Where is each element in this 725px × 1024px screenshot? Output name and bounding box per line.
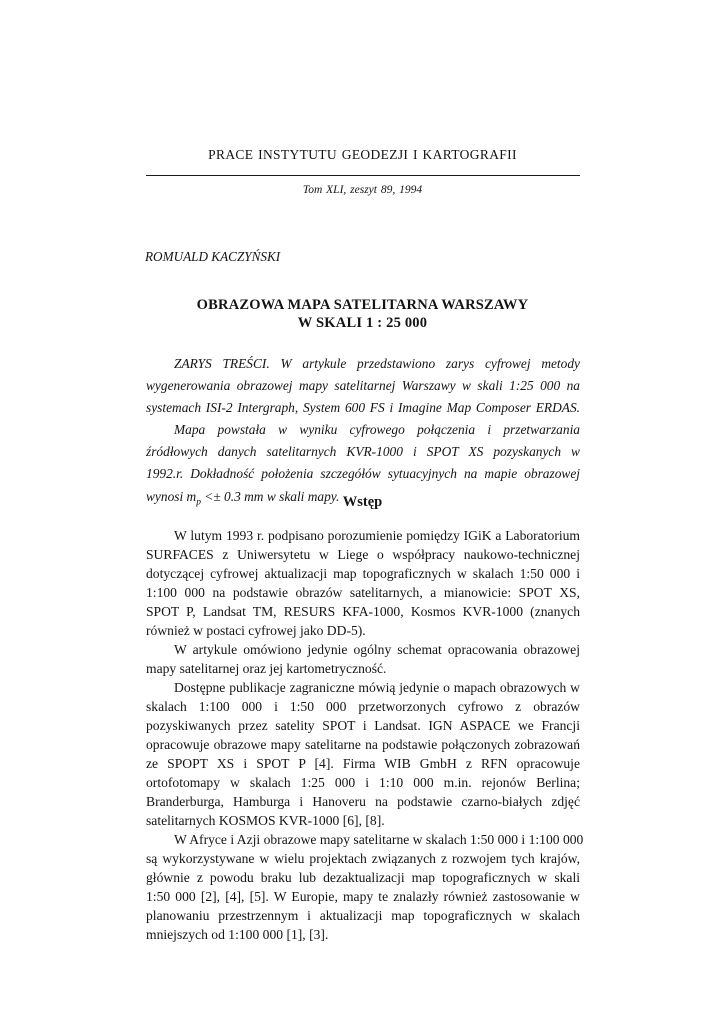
body-line: również w postaci cyfrowej jako DD-5). [146, 623, 366, 638]
body-line: dotyczącej cyfrowej aktualizacji map topograficznych w skalach 1:50 000 i [146, 566, 580, 581]
body-line: 1:100 000 na podstawie obrazów satelitarnych, a mianowicie: SPOT XS, [146, 585, 580, 600]
abstract-line: systemach ISI-2 Intergraph, System 600 FS i Imagine Map Composer ERDAS. [146, 400, 580, 415]
abstract-line: 1992.r. Dokładność położenia szczegółów sytuacyjnych na mapie obrazowej [146, 466, 580, 481]
abstract-subscript: p [196, 497, 201, 508]
body-line: ze SPOPT XS i SPOT P [4]. Firma WIB GmbH z RFN opracowuje [146, 756, 580, 771]
body-line: SURFACES z Uniwersytetu w Liege o współpracy naukowo-technicznej [146, 547, 580, 562]
body-line: opracowuje obrazowe mapy satelitarne na podstawie połączonych zobrazowań [146, 737, 580, 752]
volume-info: Tom XLI, zeszyt 89, 1994 [302, 184, 423, 196]
author-name: ROMUALD KACZYŃSKI [145, 249, 281, 264]
body-line: mapy satelitarnej oraz jej kartometryczność. [146, 661, 387, 676]
abstract-line: źródłowych danych satelitarnych KVR-1000 i SPOT XS pozyskanych w [146, 444, 580, 459]
body-line: są wykorzystywane w wielu projektach związanych z rozwojem tych krajów, [146, 851, 580, 866]
section-heading: Wstęp [342, 494, 383, 510]
header-rule [146, 175, 580, 176]
body-line: satelitarnych KOSMOS KVR-1000 [6], [8]. [146, 813, 385, 828]
body-line: W artykule omówiono jedynie ogólny schemat opracowania obrazowej [174, 642, 580, 657]
paper-title-line-2: W SKALI 1 : 25 000 [297, 315, 428, 331]
body-line: W lutym 1993 r. podpisano porozumienie pomiędzy IGiK a Laboratorium [174, 528, 580, 543]
body-line: głównie z powodu braku lub dezaktualizacji map topograficznych w skali [146, 870, 580, 885]
body-line: 1:50 000 [2], [4], [5]. W Europie, mapy te znalazły również zastosowanie w [146, 889, 580, 904]
body-line: W Afryce i Azji obrazowe mapy satelitarne w skalach 1:50 000 i 1:100 000 [174, 832, 584, 847]
journal-title: PRACE INSTYTUTU GEODEZJI I KARTOGRAFII [208, 147, 517, 162]
abstract-line: Mapa powstała w wyniku cyfrowego połączenia i przetwarzania [174, 422, 580, 437]
body-line: pozyskiwanych przez satelity SPOT i Landsat. IGN ASPACE we Francji [146, 718, 580, 733]
body-line: skalach 1:100 000 i 1:50 000 przetworzonych cyfrowo z obrazów [146, 699, 580, 714]
body-line: Branderburga, Hamburga i Hanoveru na podstawie czarno-białych zdjęć [146, 794, 580, 809]
abstract-line: wygenerowania obrazowej mapy satelitarnej Warszawy w skali 1:25 000 na [146, 378, 580, 393]
paper-title-line-1: OBRAZOWA MAPA SATELITARNA WARSZAWY [196, 297, 529, 313]
body-line: ortofotomapy w skalach 1:25 000 i 1:10 000 m.in. rejonów Berlina; [146, 775, 580, 790]
abstract-line: ZARYS TREŚCI. W artykule przedstawiono zarys cyfrowej metody [174, 356, 580, 371]
body-line: planowaniu przestrzennym i aktualizacji map topograficznych w skalach [146, 908, 580, 923]
abstract-last-suffix: <± 0.3 mm w skali mapy. [200, 489, 340, 504]
abstract-last-prefix: wynosi m [146, 489, 197, 504]
body-line: Dostępne publikacje zagraniczne mówią jedynie o mapach obrazowych w [174, 680, 580, 695]
body-line: SPOT P, Landsat TM, RESURS KFA-1000, Kosmos KVR-1000 (znanych [146, 604, 580, 619]
body-line: mniejszych od 1:100 000 [1], [3]. [146, 927, 329, 942]
